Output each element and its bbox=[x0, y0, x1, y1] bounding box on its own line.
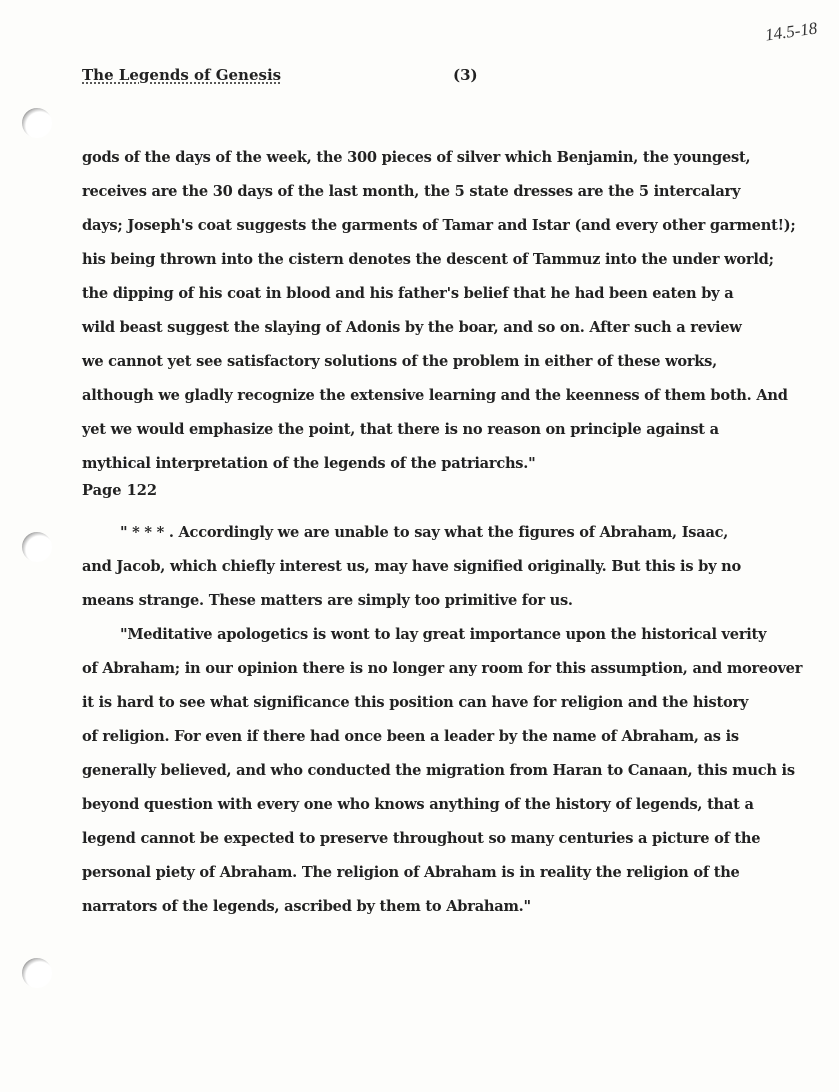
punch-hole bbox=[22, 108, 52, 138]
page-number: (3) bbox=[453, 66, 478, 84]
text-line: of religion. For even if there had once been a leader by the name of Abraham, as is bbox=[82, 728, 739, 745]
text-line: legend cannot be expected to preserve throughout so many centuries a picture of the bbox=[82, 830, 761, 847]
punch-hole bbox=[22, 958, 52, 988]
text-line: we cannot yet see satisfactory solutions of the problem in either of these works, bbox=[82, 353, 717, 370]
text-line: generally believed, and who conducted the migration from Haran to Canaan, this much is bbox=[82, 762, 795, 779]
document-title: The Legends of Genesis bbox=[82, 66, 282, 84]
text-line: the dipping of his coat in blood and his father's belief that he had been eaten by a bbox=[82, 285, 734, 302]
text-line: "Meditative apologetics is wont to lay great importance upon the historical verity bbox=[120, 626, 767, 643]
text-line: it is hard to see what significance this position can have for religion and the history bbox=[82, 694, 749, 711]
text-line: and Jacob, which chiefly interest us, may have signified originally. But this is by no bbox=[82, 558, 742, 575]
text-line: of Abraham; in our opinion there is no longer any room for this assumption, and moreover bbox=[82, 660, 803, 677]
text-line: means strange. These matters are simply too primitive for us. bbox=[82, 592, 573, 609]
punch-hole bbox=[22, 532, 52, 562]
text-line: yet we would emphasize the point, that there is no reason on principle against a bbox=[82, 421, 719, 438]
quote-paragraph-continued bbox=[82, 141, 822, 481]
text-line: days; Joseph's coat suggests the garments of Tamar and Istar (and every other garment!); bbox=[82, 217, 796, 234]
document-header bbox=[82, 66, 281, 84]
text-line: gods of the days of the week, the 300 pieces of silver which Benjamin, the youngest, bbox=[82, 149, 751, 166]
text-line: mythical interpretation of the legends of the patriarchs." bbox=[82, 455, 536, 472]
text-line: his being thrown into the cistern denotes the descent of Tammuz into the under world; bbox=[82, 251, 774, 268]
text-line: narrators of the legends, ascribed by them to Abraham." bbox=[82, 898, 531, 915]
text-line: " * * * . Accordingly we are unable to say what the figures of Abraham, Isaac, bbox=[120, 524, 729, 541]
text-line: beyond question with every one who knows anything of the history of legends, that a bbox=[82, 796, 754, 813]
text-line: receives are the 30 days of the last month, the 5 state dresses are the 5 intercalary bbox=[82, 183, 741, 200]
handwritten-annotation: 14.5-18 bbox=[763, 18, 819, 45]
text-line: personal piety of Abraham. The religion of Abraham is in reality the religion of the bbox=[82, 864, 740, 881]
page-reference: Page 122 bbox=[82, 482, 158, 499]
text-line: wild beast suggest the slaying of Adonis by the boar, and so on. After such a review bbox=[82, 319, 742, 336]
quote-paragraphs bbox=[82, 516, 822, 924]
text-line: although we gladly recognize the extensive learning and the keenness of them both. And bbox=[82, 387, 788, 404]
